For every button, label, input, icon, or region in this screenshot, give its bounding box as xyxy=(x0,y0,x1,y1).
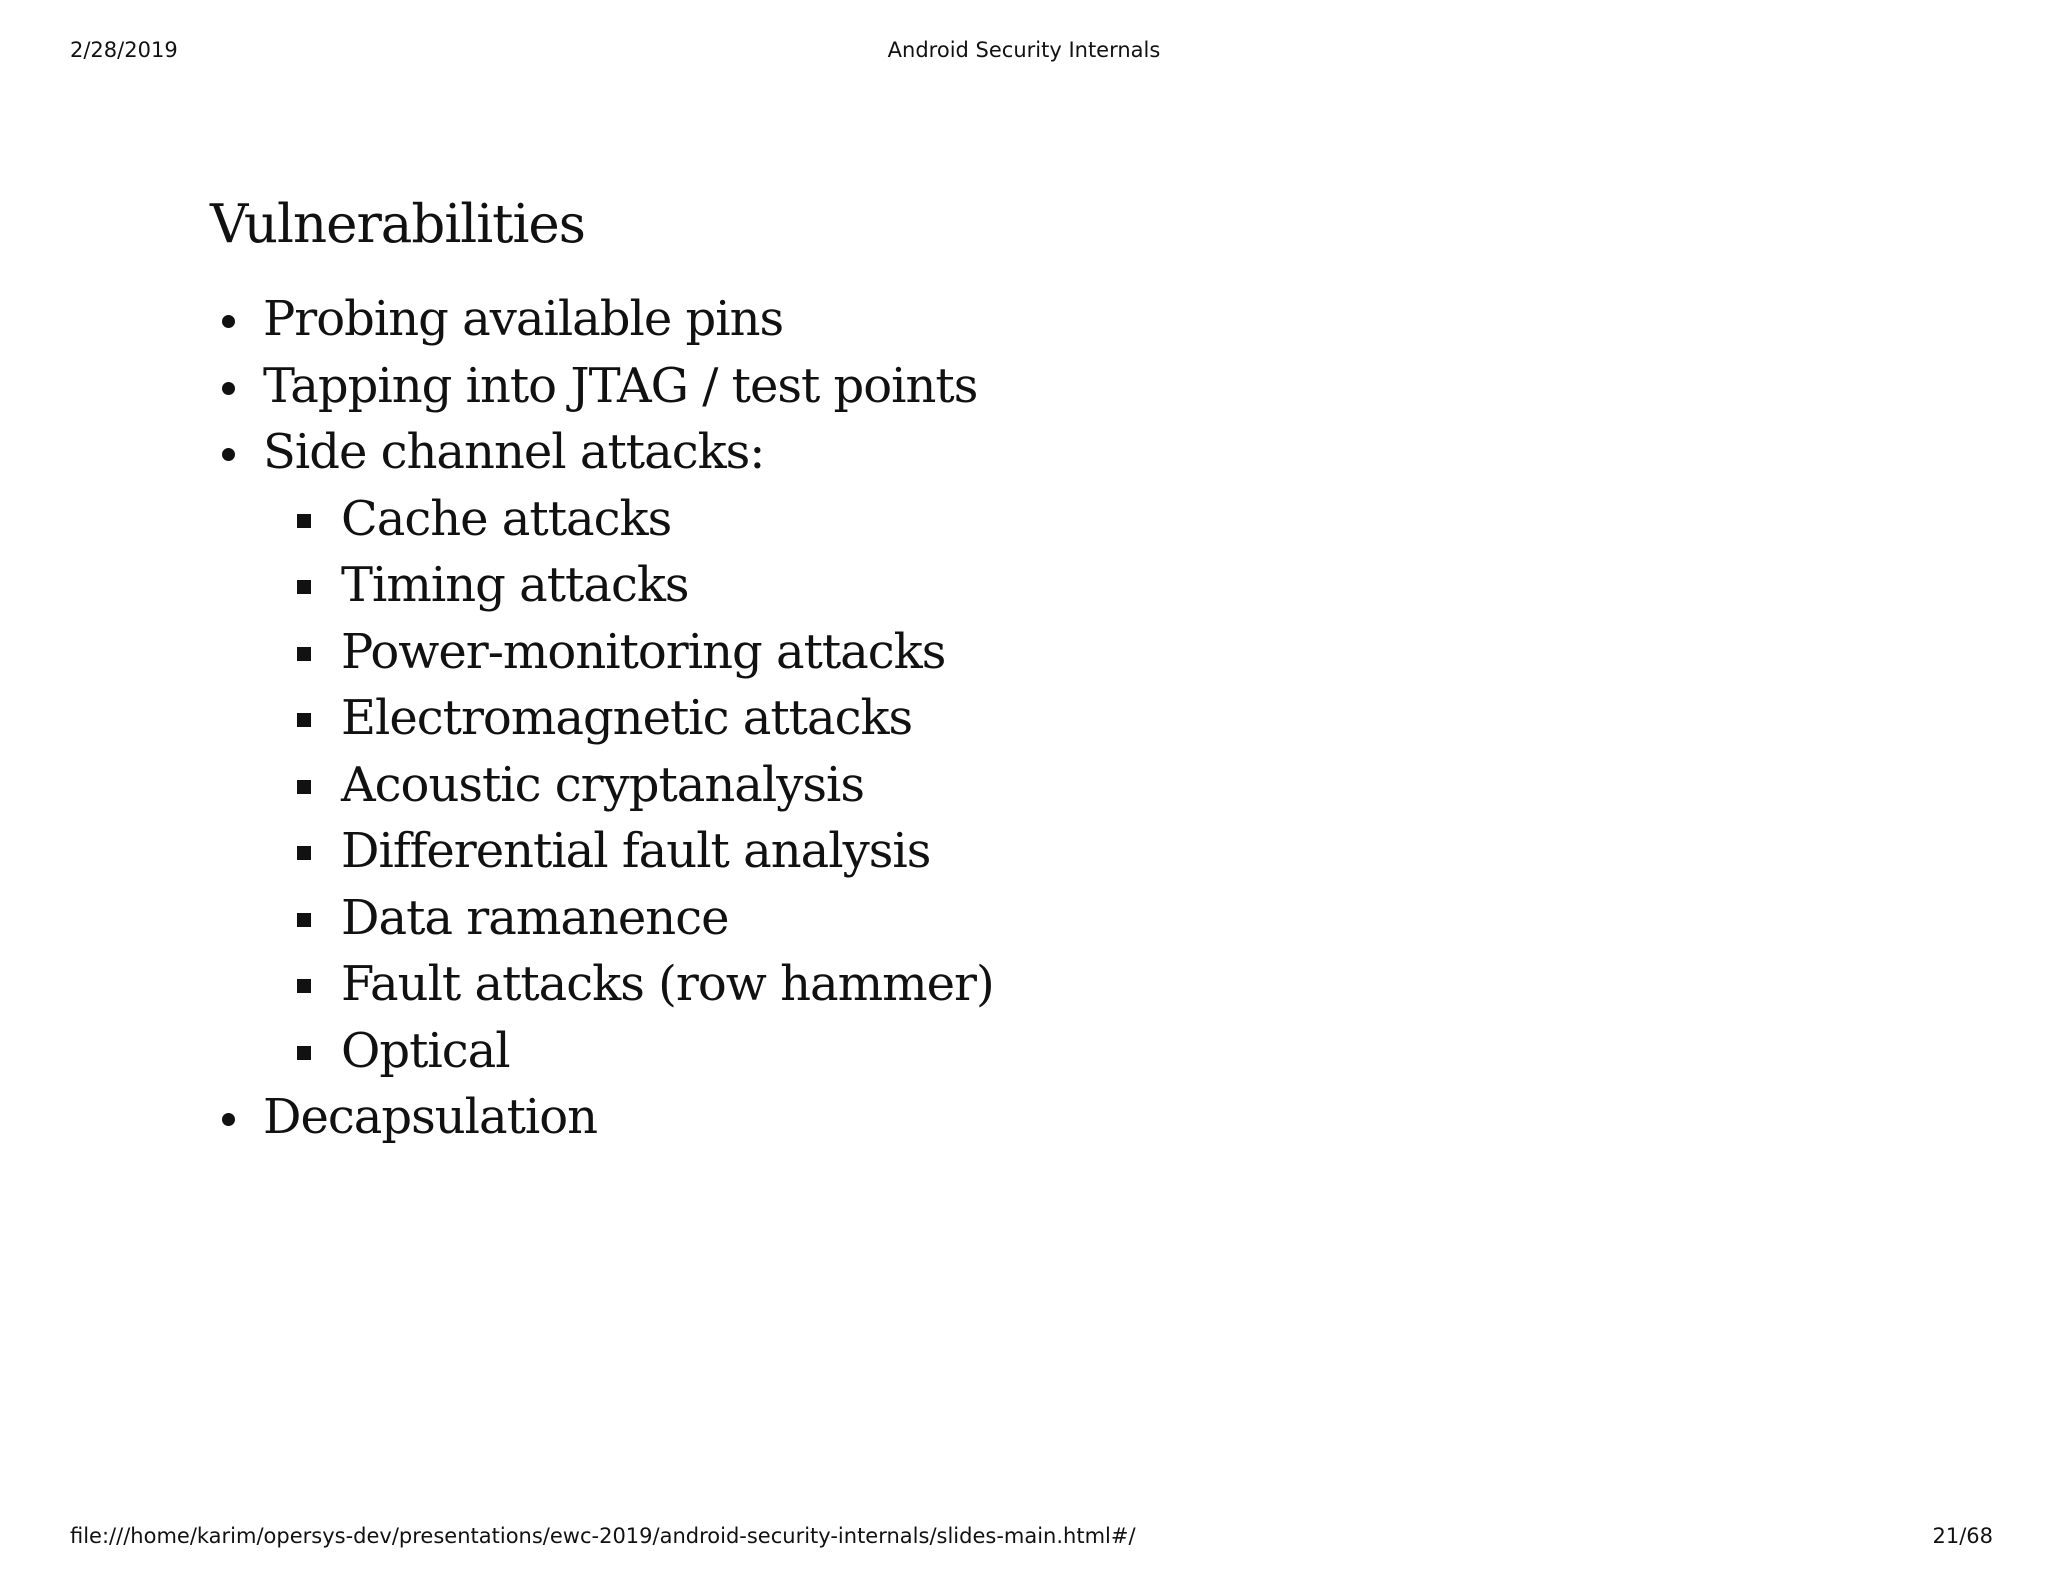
bullet-text: Decapsulation xyxy=(263,1089,598,1145)
print-url: file:///home/karim/opersys-dev/presentations/ewc-2019/android-security-internals/slides-main.html#/ xyxy=(70,1524,1136,1548)
print-date: 2/28/2019 xyxy=(70,38,178,62)
sub-bullet-item: Data ramanence xyxy=(210,885,1810,952)
sub-bullet-item: Timing attacks xyxy=(210,552,1810,619)
sub-bullet-item: Cache attacks xyxy=(210,486,1810,553)
print-document-title: Android Security Internals xyxy=(887,38,1161,62)
bullet-list xyxy=(210,286,1810,1151)
page-number: 21/68 xyxy=(1932,1524,1993,1548)
bullet-item xyxy=(210,286,1810,353)
slide-title: Vulnerabilities xyxy=(210,194,585,255)
bullet-text: Probing available pins xyxy=(263,291,784,347)
sub-bullet-list xyxy=(210,486,1810,1085)
bullet-text: Tapping into JTAG / test points xyxy=(263,357,978,414)
sub-bullet-item: Acoustic cryptanalysis xyxy=(210,752,1810,819)
bullet-item xyxy=(210,353,1810,420)
slide-content xyxy=(210,190,1810,1151)
bullet-item xyxy=(210,419,1810,1084)
bullet-text: Side channel attacks: xyxy=(263,424,765,480)
sub-bullet-item: Fault attacks (row hammer) xyxy=(210,951,1810,1018)
sub-bullet-item: Differential fault analysis xyxy=(210,818,1810,885)
sub-bullet-item: Power-monitoring attacks xyxy=(210,619,1810,686)
bullet-item xyxy=(210,1084,1810,1151)
sub-bullet-item: Optical xyxy=(210,1018,1810,1085)
sub-bullet-item: Electromagnetic attacks xyxy=(210,685,1810,752)
